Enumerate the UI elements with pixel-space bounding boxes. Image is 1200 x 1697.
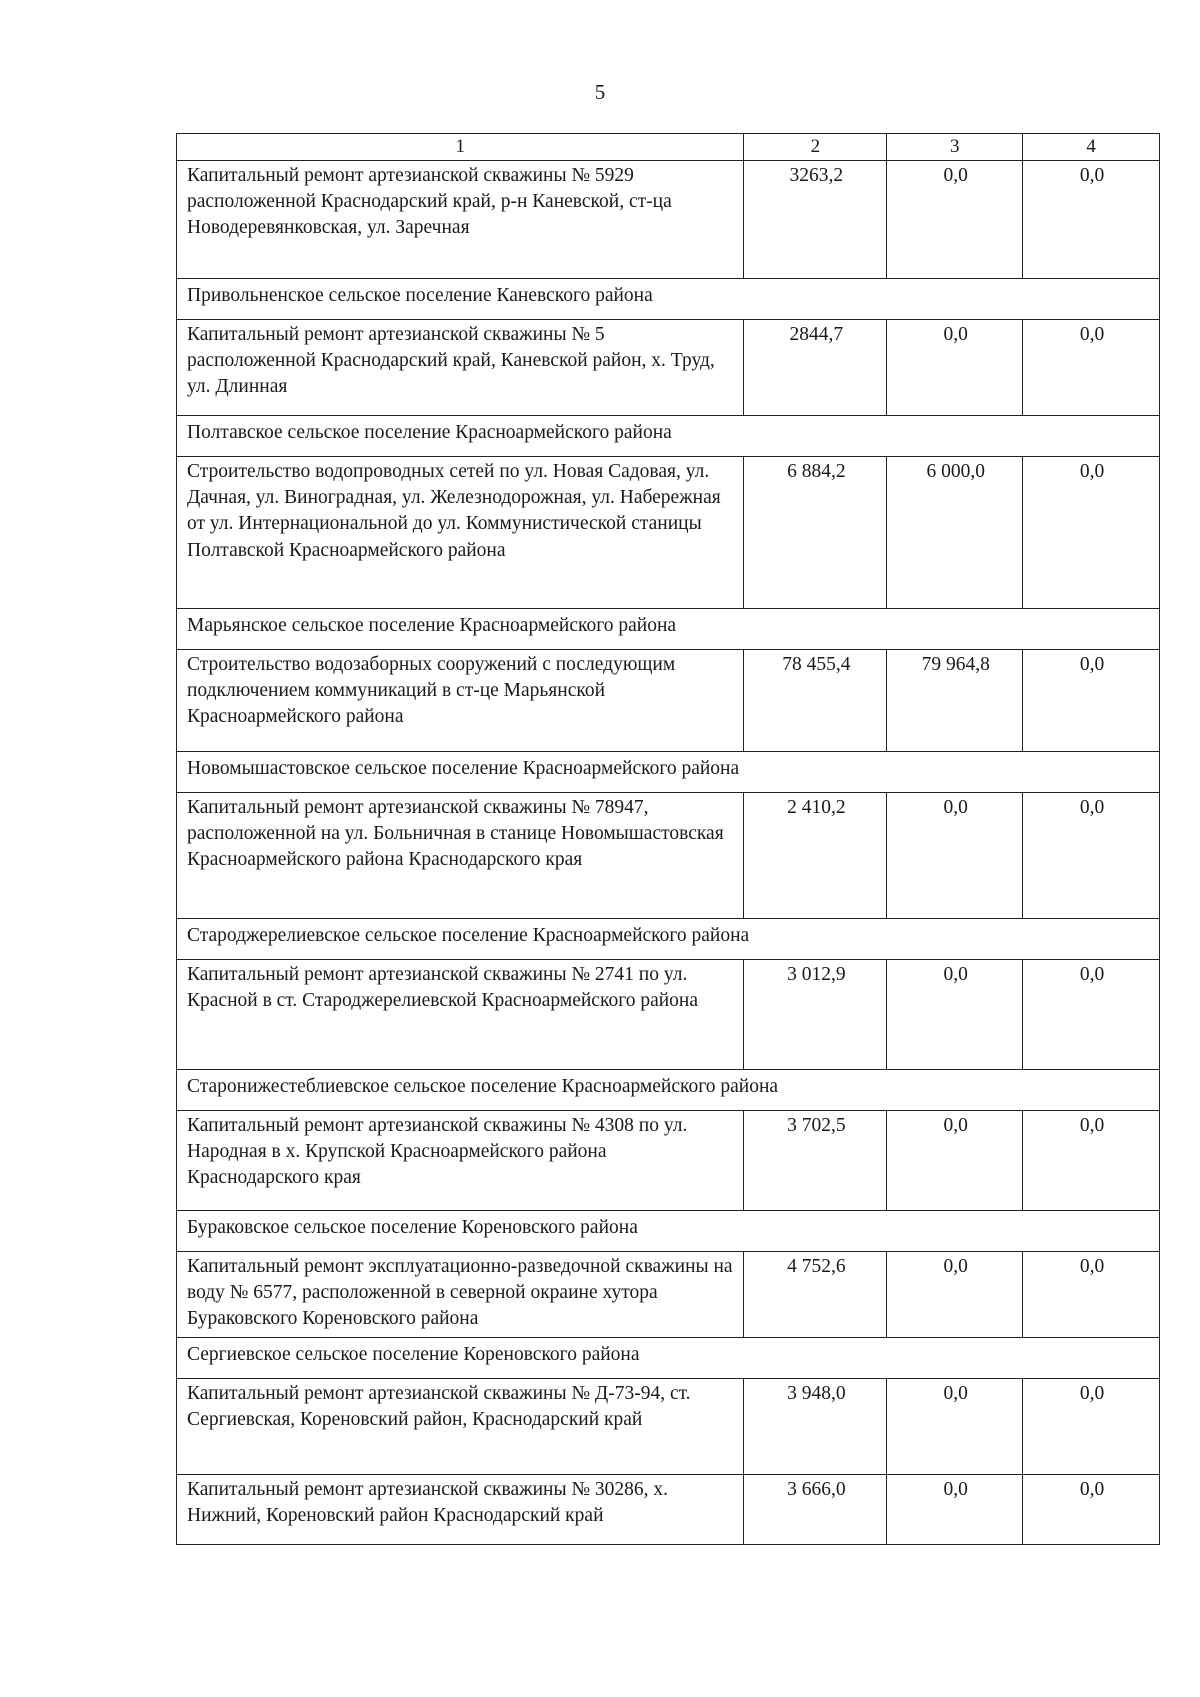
- value-col-4: 0,0: [1023, 456, 1160, 608]
- table-row: [177, 319, 1160, 415]
- value-col-3: 0,0: [887, 1251, 1023, 1337]
- table-row: [177, 456, 1160, 608]
- value-col-2: 3 702,5: [744, 1110, 887, 1210]
- column-header-4: 4: [1023, 134, 1160, 161]
- value-col-2: 78 455,4: [744, 649, 887, 751]
- section-title: Привольненское сельское поселение Каневского района: [177, 278, 1160, 319]
- financing-table: [176, 133, 1160, 1545]
- section-row: [177, 751, 1160, 792]
- section-title: Марьянское сельское поселение Красноармейского района: [177, 608, 1160, 649]
- object-name: Капитальный ремонт эксплуатационно-разведочной скважины на воду № 6577, расположенной в северной окраине хутора Бураковского Кореновского района: [177, 1251, 744, 1337]
- value-col-3: 0,0: [887, 319, 1023, 415]
- object-name: Капитальный ремонт артезианской скважины № 5 расположенной Краснодарский край, Каневской район, х. Труд, ул. Длинная: [177, 319, 744, 415]
- column-header-3: 3: [887, 134, 1023, 161]
- value-col-2: 2 410,2: [744, 792, 887, 918]
- object-name: Строительство водозаборных сооружений с последующим подключением коммуникаций в ст-це Марьянской Красноармейского района: [177, 649, 744, 751]
- value-col-4: 0,0: [1023, 1251, 1160, 1337]
- object-name: Капитальный ремонт артезианской скважины № 2741 по ул. Красной в ст. Староджерелиевской Красноармейского района: [177, 959, 744, 1069]
- table-row: [177, 649, 1160, 751]
- value-col-4: 0,0: [1023, 160, 1160, 278]
- value-col-3: 0,0: [887, 1474, 1023, 1544]
- value-col-4: 0,0: [1023, 1474, 1160, 1544]
- section-row: [177, 608, 1160, 649]
- section-title: Староджерелиевское сельское поселение Красноармейского района: [177, 918, 1160, 959]
- section-title: Старонижестеблиевское сельское поселение Красноармейского района: [177, 1069, 1160, 1110]
- value-col-2: 6 884,2: [744, 456, 887, 608]
- section-row: [177, 415, 1160, 456]
- column-header-1: 1: [177, 134, 744, 161]
- object-name: Строительство водопроводных сетей по ул. Новая Садовая, ул. Дачная, ул. Виноградная, ул. Железнодорожная, ул. Набережная от ул. Интернациональной до ул. Коммунистической станицы Полтавской Красноармейского района: [177, 456, 744, 608]
- value-col-2: 2844,7: [744, 319, 887, 415]
- table-row: [177, 1474, 1160, 1544]
- table-header-row: [177, 134, 1160, 161]
- object-name: Капитальный ремонт артезианской скважины № 78947, расположенной на ул. Больничная в станице Новомышастовская Красноармейского района Краснодарского края: [177, 792, 744, 918]
- object-name: Капитальный ремонт артезианской скважины № 5929 расположенной Краснодарский край, р-н Каневской, ст-ца Новодеревянковская, ул. Заречная: [177, 160, 744, 278]
- section-row: [177, 1337, 1160, 1378]
- value-col-2: 3 948,0: [744, 1378, 887, 1474]
- value-col-3: 79 964,8: [887, 649, 1023, 751]
- table-row: [177, 792, 1160, 918]
- object-name: Капитальный ремонт артезианской скважины № 4308 по ул. Народная в х. Крупской Красноармейского района Краснодарского края: [177, 1110, 744, 1210]
- section-row: [177, 278, 1160, 319]
- table-row: [177, 1378, 1160, 1474]
- value-col-2: 3263,2: [744, 160, 887, 278]
- section-title: Полтавское сельское поселение Красноармейского района: [177, 415, 1160, 456]
- value-col-3: 0,0: [887, 1378, 1023, 1474]
- value-col-3: 6 000,0: [887, 456, 1023, 608]
- value-col-3: 0,0: [887, 160, 1023, 278]
- page-number: 5: [594, 80, 606, 104]
- value-col-3: 0,0: [887, 959, 1023, 1069]
- value-col-4: 0,0: [1023, 319, 1160, 415]
- value-col-2: 3 012,9: [744, 959, 887, 1069]
- value-col-3: 0,0: [887, 792, 1023, 918]
- section-title: Бураковское сельское поселение Кореновского района: [177, 1210, 1160, 1251]
- value-col-3: 0,0: [887, 1110, 1023, 1210]
- value-col-4: 0,0: [1023, 1110, 1160, 1210]
- table-row: [177, 1251, 1160, 1337]
- column-header-2: 2: [744, 134, 887, 161]
- object-name: Капитальный ремонт артезианской скважины № Д-73-94, ст. Сергиевская, Кореновский район, Краснодарский край: [177, 1378, 744, 1474]
- value-col-4: 0,0: [1023, 959, 1160, 1069]
- section-title: Сергиевское сельское поселение Кореновского района: [177, 1337, 1160, 1378]
- value-col-4: 0,0: [1023, 792, 1160, 918]
- table-row: [177, 1110, 1160, 1210]
- table-row: [177, 160, 1160, 278]
- table-row: [177, 959, 1160, 1069]
- section-row: [177, 918, 1160, 959]
- value-col-4: 0,0: [1023, 1378, 1160, 1474]
- value-col-2: 4 752,6: [744, 1251, 887, 1337]
- section-row: [177, 1210, 1160, 1251]
- section-title: Новомышастовское сельское поселение Красноармейского района: [177, 751, 1160, 792]
- section-row: [177, 1069, 1160, 1110]
- value-col-4: 0,0: [1023, 649, 1160, 751]
- value-col-2: 3 666,0: [744, 1474, 887, 1544]
- object-name: Капитальный ремонт артезианской скважины № 30286, х. Нижний, Кореновский район Краснодарский край: [177, 1474, 744, 1544]
